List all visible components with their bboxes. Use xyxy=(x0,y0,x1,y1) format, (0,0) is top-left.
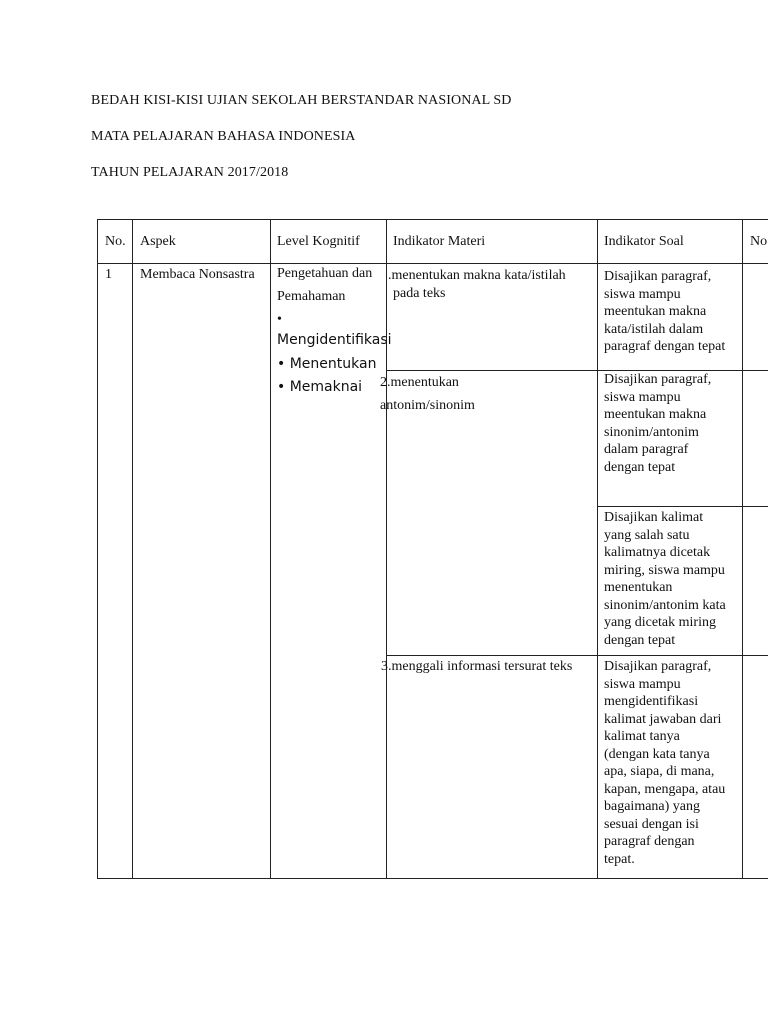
soal-line: dengan tepat xyxy=(604,632,676,648)
materi-line: .menentukan makna kata/istilah xyxy=(388,268,566,283)
col-header-no-soal: No xyxy=(750,234,768,249)
soal-line: meentukan makna xyxy=(604,304,707,319)
materi-line: antonim/sinonim xyxy=(380,398,475,413)
materi-1 xyxy=(388,267,596,302)
materi-2 xyxy=(380,371,596,417)
materi-line: 3.menggali informasi tersurat teks xyxy=(381,659,573,674)
kognitif-bullet: • xyxy=(277,312,282,327)
soal-line: kapan, mengapa, atau xyxy=(604,781,726,797)
soal-line: dalam paragraf xyxy=(604,442,689,457)
soal-1 xyxy=(604,268,741,356)
col-line-3 xyxy=(386,219,387,879)
col-header-indikator-soal: Indikator Soal xyxy=(604,234,684,249)
soal-4 xyxy=(604,658,741,868)
materi-line: 2.menentukan xyxy=(380,375,459,390)
soal-line: sinonim/antonim xyxy=(604,424,699,440)
soal-line: kalimat jawaban dari xyxy=(604,711,722,727)
col-header-aspek: Aspek xyxy=(140,234,176,249)
materi-3 xyxy=(381,658,596,676)
school-year-line: TAHUN PELAJARAN 2017/2018 xyxy=(91,165,289,180)
soal-line: Disajikan paragraf, xyxy=(604,372,712,387)
soal-line: yang salah satu xyxy=(604,527,690,543)
kognitif-line: Pengetahuan dan xyxy=(277,266,373,281)
row-aspek: Membaca Nonsastra xyxy=(140,267,255,282)
soal-line: siswa mampu xyxy=(604,286,681,302)
row-no: 1 xyxy=(105,267,112,282)
col-line-0 xyxy=(97,219,98,879)
materi-line: pada teks xyxy=(393,285,446,301)
kognitif-line: • Menentukan xyxy=(277,356,377,372)
materi-divider-2 xyxy=(386,655,768,656)
subject-line: MATA PELAJARAN BAHASA INDONESIA xyxy=(91,129,356,144)
soal-line: kalimatnya dicetak xyxy=(604,545,711,560)
kognitif-line: • Memaknai xyxy=(277,379,363,395)
table-border-top xyxy=(97,219,768,220)
soal-line: sinonim/antonim kata xyxy=(604,597,726,613)
soal-line: mengidentifikasi xyxy=(604,694,699,709)
soal-2 xyxy=(604,371,741,476)
soal-line: menentukan xyxy=(604,580,673,595)
col-line-1 xyxy=(132,219,133,879)
kognitif-line: Mengidentifikasi xyxy=(277,332,392,348)
soal-line: yang dicetak miring xyxy=(604,615,716,630)
document-title: BEDAH KISI-KISI UJIAN SEKOLAH BERSTANDAR NASIONAL SD xyxy=(91,93,512,108)
soal-line: Disajikan paragraf, xyxy=(604,269,712,284)
kisi-kisi-table xyxy=(97,219,768,879)
kognitif-line: Pemahaman xyxy=(277,289,346,304)
soal-line: bagaimana) yang xyxy=(604,799,701,814)
soal-line: tepat. xyxy=(604,851,635,867)
soal-line: sesuai dengan isi xyxy=(604,816,699,832)
soal-line: siswa mampu xyxy=(604,676,681,692)
header-row-divider xyxy=(97,263,768,264)
soal-line: Disajikan kalimat xyxy=(604,510,704,525)
soal-line: meentukan makna xyxy=(604,407,707,422)
col-line-4 xyxy=(597,219,598,879)
soal-line: apa, siapa, di mana, xyxy=(604,764,715,779)
soal-line: kalimat tanya xyxy=(604,729,680,744)
soal-line: paragraf dengan xyxy=(604,834,695,849)
col-header-no: No. xyxy=(105,234,126,249)
soal-line: miring, siswa mampu xyxy=(604,562,725,578)
col-line-2 xyxy=(270,219,271,879)
soal-line: siswa mampu xyxy=(604,389,681,405)
soal-line: kata/istilah dalam xyxy=(604,321,704,337)
soal-line: dengan tepat xyxy=(604,459,676,475)
soal-line: (dengan kata tanya xyxy=(604,746,710,762)
col-line-5 xyxy=(742,219,743,879)
soal-line: paragraf dengan tepat xyxy=(604,339,726,354)
col-header-level-kognitif: Level Kognitif xyxy=(277,234,360,249)
soal-3 xyxy=(604,509,741,649)
col-header-indikator-materi: Indikator Materi xyxy=(393,234,486,249)
table-border-bottom xyxy=(97,878,768,879)
soal-line: Disajikan paragraf, xyxy=(604,659,712,674)
